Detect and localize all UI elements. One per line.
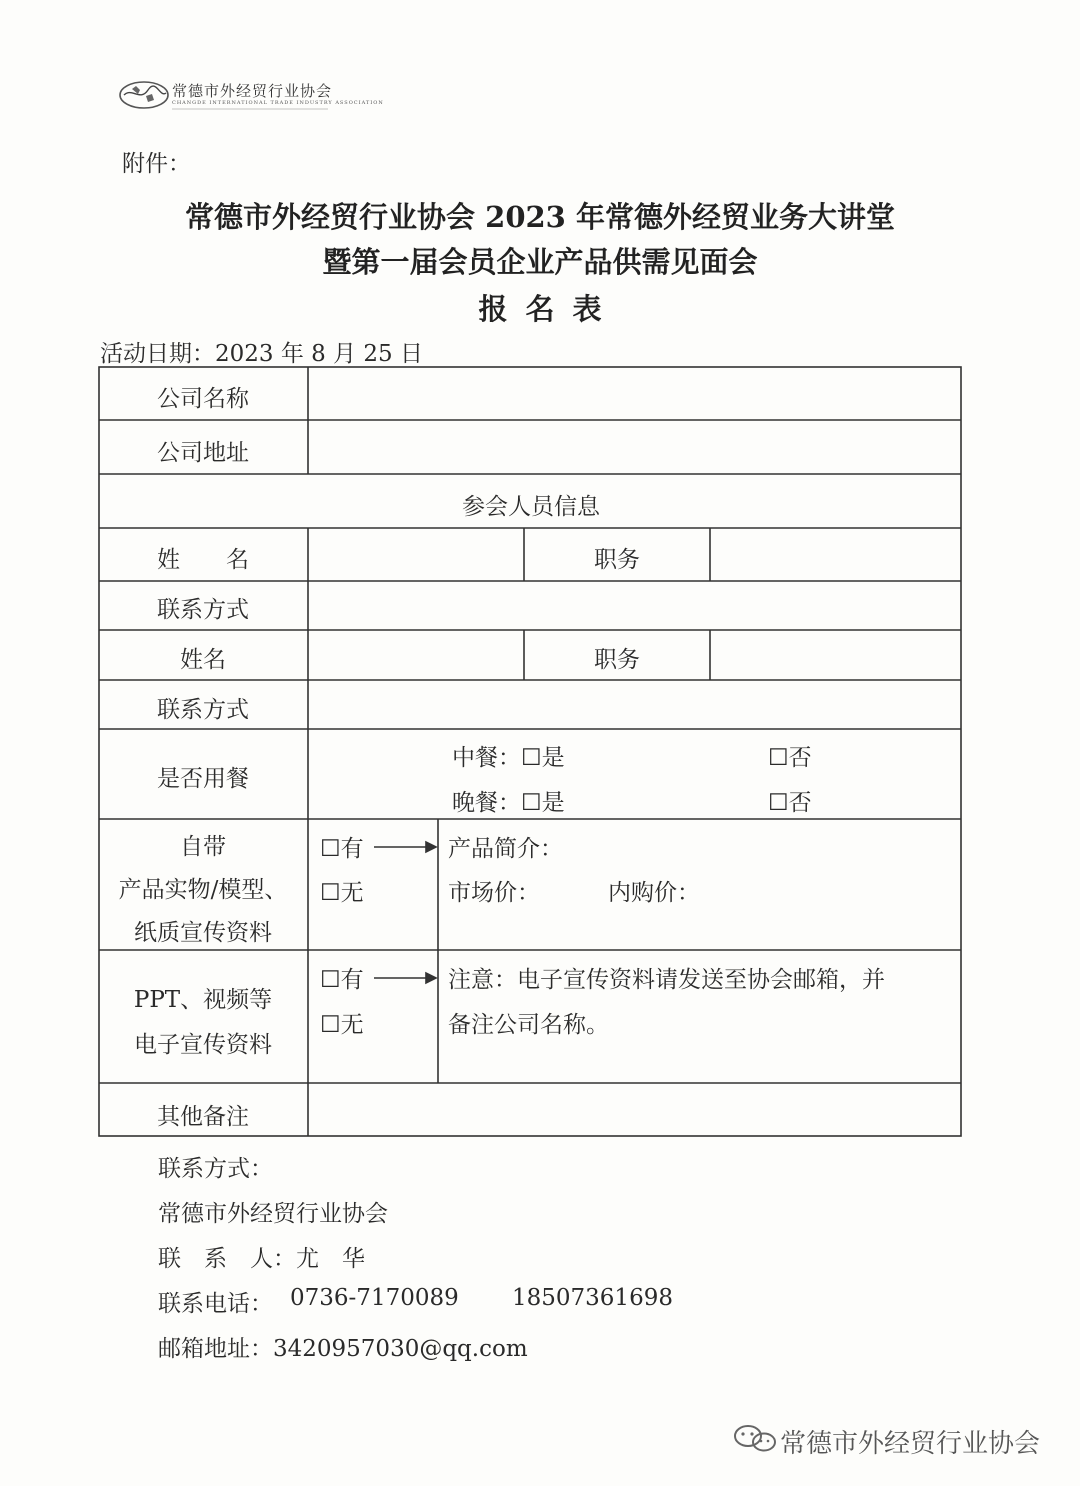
dinner-no-checkbox[interactable]: ☐否	[768, 790, 812, 816]
physical-materials-label-2: 产品实物/模型、	[118, 877, 288, 903]
name-input-2[interactable]	[310, 632, 523, 679]
dinner-yes-checkbox[interactable]: 晚餐：☐是	[452, 790, 565, 816]
meal-label: 是否用餐	[157, 766, 249, 792]
logo-subtext: CHANGDE INTERNATIONAL TRADE INDUSTRY ASSOCIATION	[172, 100, 384, 106]
note-line-2: 备注公司名称。	[448, 1012, 609, 1038]
contact-phone-label: 联系电话：	[158, 1291, 273, 1317]
market-price-label: 市场价：	[448, 880, 540, 906]
position-input-1[interactable]	[712, 530, 960, 580]
lunch-no-checkbox[interactable]: ☐否	[768, 745, 812, 771]
title-line-1: 常德市外经贸行业协会 2023 年常德外经贸业务大讲堂	[185, 200, 895, 234]
position-label-1: 职务	[594, 547, 640, 573]
contact-email: 邮箱地址：3420957030@qq.com	[158, 1336, 528, 1362]
contact-heading: 联系方式：	[158, 1156, 273, 1182]
logo-text: 常德市外经贸行业协会	[172, 82, 333, 100]
contact-phone-2: 18507361698	[512, 1285, 673, 1311]
company-name-label: 公司名称	[157, 386, 249, 412]
electronic-materials-label-1: PPT、视频等	[133, 987, 273, 1013]
physical-yes-checkbox[interactable]: ☐有	[320, 836, 364, 862]
contact-phone-1: 0736-7170089	[290, 1285, 459, 1311]
electronic-no-checkbox[interactable]: ☐无	[320, 1012, 364, 1038]
name-input-1[interactable]	[310, 530, 523, 580]
other-remarks-label: 其他备注	[157, 1104, 249, 1130]
activity-date: 活动日期：2023 年 8 月 25 日	[100, 341, 423, 367]
contact-person: 联 系 人：尤 华	[158, 1246, 365, 1272]
internal-price-label: 内购价：	[608, 880, 700, 906]
product-intro-label: 产品简介：	[448, 836, 563, 862]
company-name-input[interactable]	[310, 368, 960, 419]
contact-input-1[interactable]	[310, 583, 960, 629]
physical-no-checkbox[interactable]: ☐无	[320, 880, 364, 906]
attendee-info-header: 参会人员信息	[462, 494, 600, 520]
company-address-input[interactable]	[310, 422, 960, 473]
position-label-2: 职务	[594, 647, 640, 673]
other-remarks-input[interactable]	[310, 1085, 960, 1135]
watermark-text: 常德市外经贸行业协会	[780, 1429, 1041, 1459]
electronic-materials-label-2: 电子宣传资料	[134, 1032, 272, 1058]
note-line-1: 注意：电子宣传资料请发送至协会邮箱，并	[448, 967, 885, 993]
contact-label-2: 联系方式	[157, 697, 249, 723]
position-input-2[interactable]	[712, 632, 960, 679]
electronic-yes-checkbox[interactable]: ☐有	[320, 967, 364, 993]
form-title: 报名表	[478, 292, 620, 326]
title-line-2: 暨第一届会员企业产品供需见面会	[322, 245, 758, 279]
contact-label-1: 联系方式	[157, 597, 249, 623]
name-label-1: 姓 名	[157, 547, 249, 573]
contact-input-2[interactable]	[310, 682, 960, 728]
registration-form	[98, 366, 964, 1138]
physical-materials-label-3: 纸质宣传资料	[134, 920, 272, 946]
lunch-yes-checkbox[interactable]: 中餐：☐是	[452, 745, 565, 771]
physical-materials-label-1: 自带	[180, 834, 226, 860]
contact-org: 常德市外经贸行业协会	[158, 1201, 388, 1227]
name-label-2: 姓名	[180, 647, 226, 673]
attachment-label: 附件：	[122, 151, 191, 177]
company-address-label: 公司地址	[157, 440, 249, 466]
